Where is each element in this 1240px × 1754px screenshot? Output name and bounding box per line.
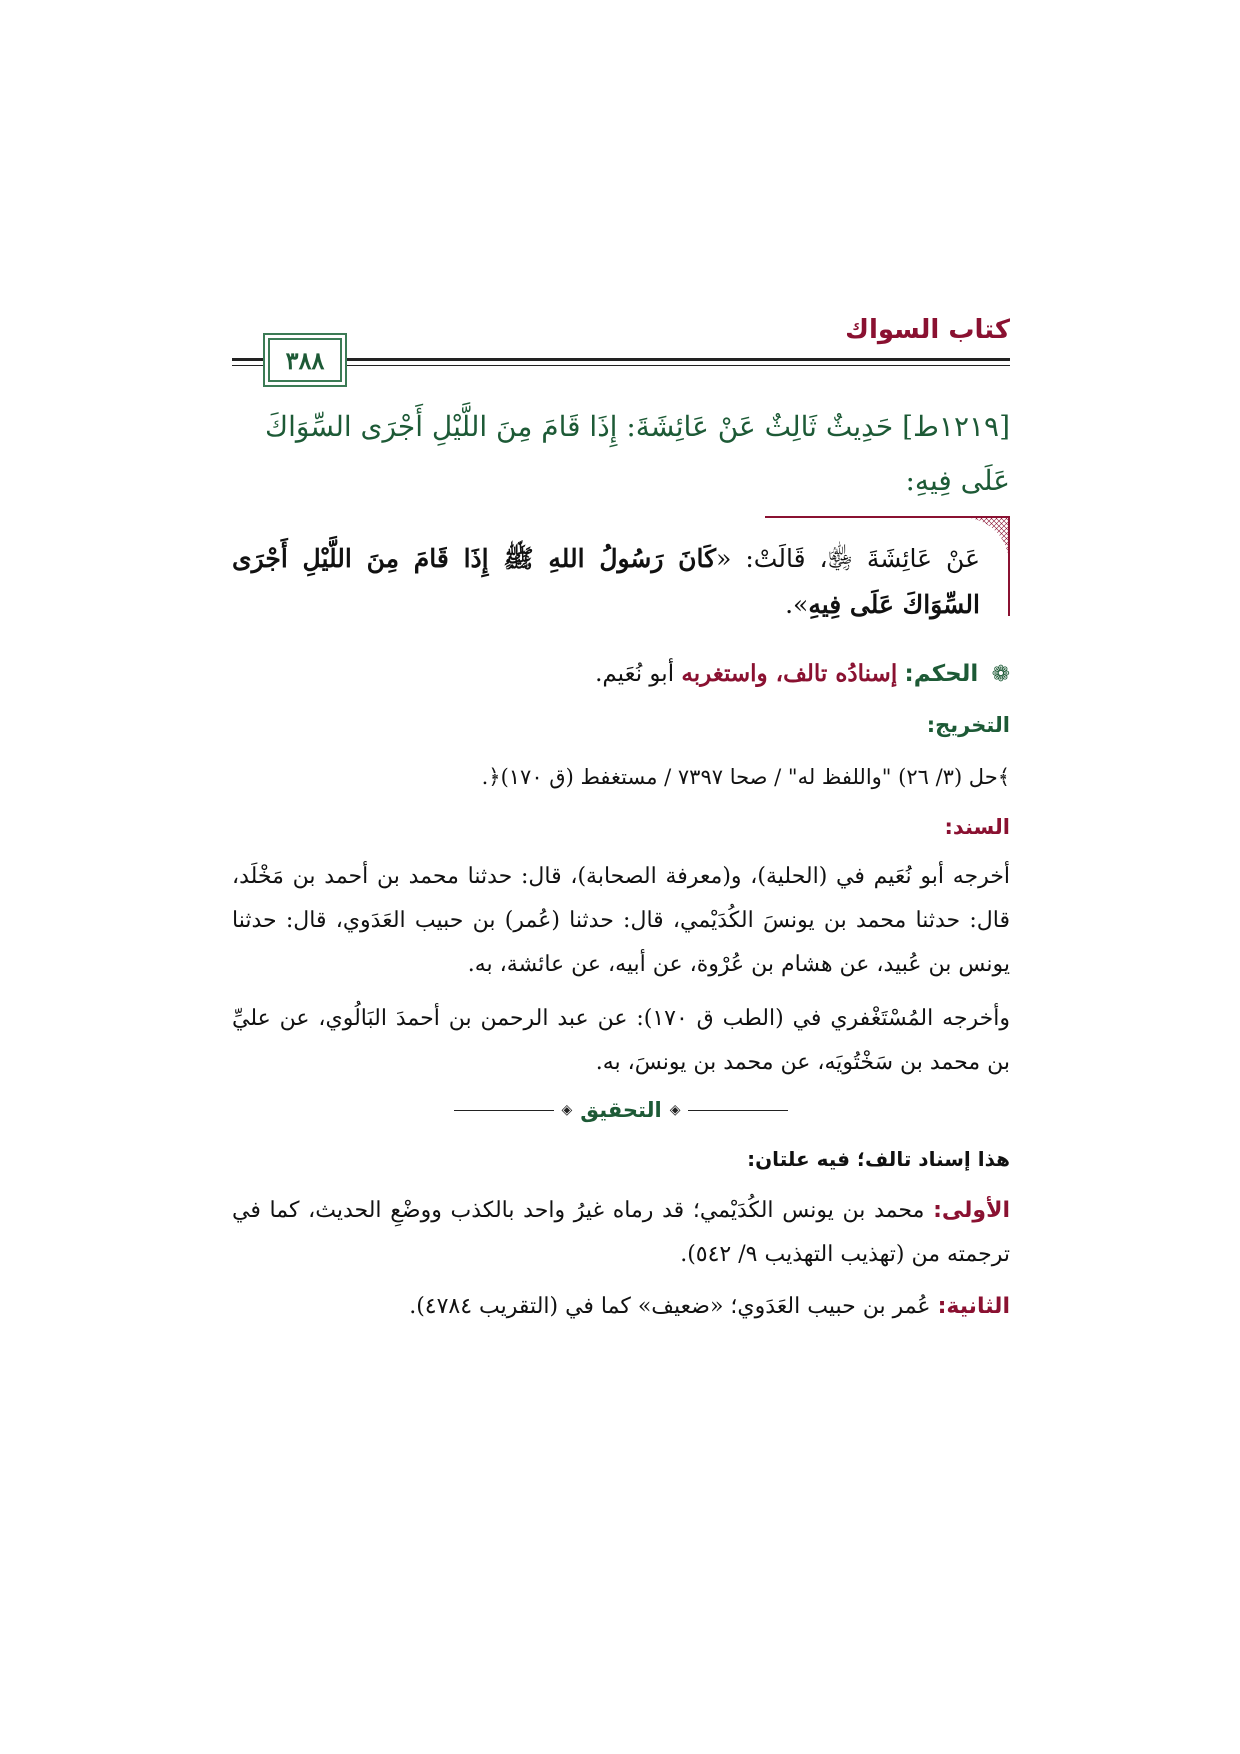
hadith-heading-text: حَدِيثٌ ثَالِثٌ عَنْ عَائِشَةَ: إِذَا قَامَ مِنَ اللَّيْلِ أَجْرَى السِّوَاكَ عَلَى فِيهِ: <box>265 410 1010 497</box>
tahqiq-divider <box>232 1095 1010 1125</box>
second-defect-label: الثانية: <box>937 1294 1010 1319</box>
sanad-heading: السند: <box>944 815 1010 839</box>
hadith-quote-end: ». <box>785 590 809 619</box>
page-content <box>232 315 1010 1329</box>
ruling-verdict: إسنادُه تالف، واستغربه <box>681 660 898 687</box>
hadith-matn: كَانَ رَسُولُ اللهِ ﷺ إِذَا قَامَ مِنَ اللَّيْلِ أَجْرَى السِّوَاكَ عَلَى فِيهِ <box>232 544 980 619</box>
page-number-badge: ٣٨٨ <box>268 338 342 382</box>
hadith-text <box>232 536 980 628</box>
first-defect-text: محمد بن يونس الكُدَيْمي؛ قد رماه غيرُ واحد بالكذب ووضْعِ الحديث، كما في ترجمته من (تهذيب التهذيب ٩/ ٥٤٢). <box>232 1198 1010 1267</box>
hadith-quote-box <box>232 516 1010 638</box>
corner-ornament-icon <box>954 516 1010 572</box>
hadith-number: [١٢١٩ط] <box>902 410 1010 443</box>
second-defect <box>232 1285 1010 1329</box>
divider-bar <box>688 1110 788 1111</box>
divider-ornament-icon: ◈ <box>669 1102 681 1118</box>
header-rule-thin <box>232 365 1010 366</box>
flower-icon: ❁ <box>991 662 1010 687</box>
tahqiq-title: التحقيق <box>580 1098 662 1122</box>
tahqiq-intro: هذا إسناد تالف؛ فيه علتان: <box>747 1147 1010 1171</box>
ruling-line <box>232 652 1010 697</box>
hadith-narrator: عَنْ عَائِشَةَ ﵂، قَالَتْ: « <box>716 544 980 573</box>
second-defect-text: عُمر بن حبيب العَدَوي؛ «ضعيف» كما في (التقريب ٤٧٨٤). <box>409 1294 931 1319</box>
divider-bar <box>454 1110 554 1111</box>
sanad-paragraph-2: وأخرجه المُسْتَغْفري في (الطب ق ١٧٠): عن عبد الرحمن بن أحمدَ البَالُوي، عن عليِّ بن محمد بن سَخْتُويَه، عن محمد بن يونسَ، به. <box>232 1006 1010 1075</box>
sanad-paragraph-1: أخرجه أبو نُعَيم في (الحلية)، و(معرفة الصحابة)، قال: حدثنا محمد بن أحمد بن مَخْلَد، قال: حدثنا محمد بن يونسَ الكُدَيْمي، قال: حدثنا (عُمر) بن حبيب العَدَوي، قال: حدثنا يونس بن عُبيد، عن هشام بن عُرْوة، عن أبيه، عن عائشة، به. <box>232 864 1010 977</box>
takhrij-heading: التخريج: <box>926 713 1010 737</box>
ruling-rest: أبو نُعَيم. <box>595 661 675 687</box>
ruling-label: الحكم: <box>904 661 979 687</box>
divider-ornament-icon: ◈ <box>561 1102 573 1118</box>
takhrij-line: ﴾حل (٣/ ٢٦) "واللفظ له" / صحا ٧٣٩٧ / مستغفط (ق ١٧٠)﴿. <box>481 765 1010 789</box>
page-header <box>232 315 1010 390</box>
book-title: كتاب السواك <box>845 315 1010 345</box>
header-rule <box>232 358 1010 361</box>
first-defect-label: الأولى: <box>933 1198 1011 1223</box>
hadith-heading <box>232 400 1010 508</box>
first-defect <box>232 1189 1010 1277</box>
